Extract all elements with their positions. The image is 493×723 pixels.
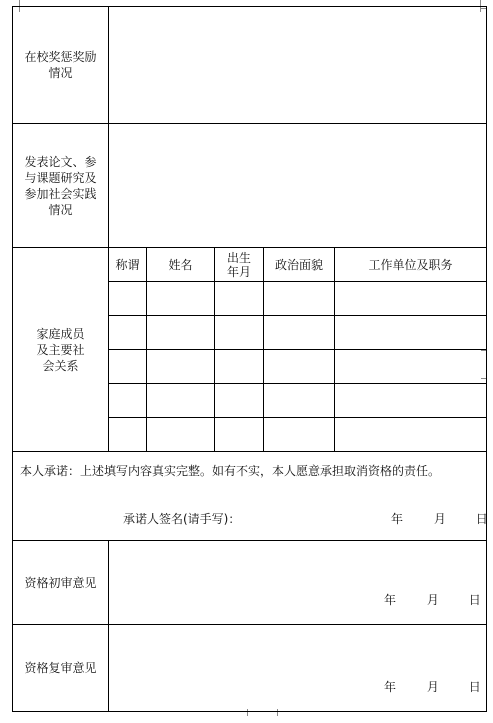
- initial-review-date: [384, 591, 481, 608]
- initial-review-row: [13, 541, 487, 625]
- family-cell[interactable]: [335, 350, 487, 384]
- award-content-cell[interactable]: [109, 7, 487, 124]
- family-cell[interactable]: [147, 282, 215, 316]
- year-label: 年: [384, 593, 397, 607]
- final-review-label: 资格复审意见: [13, 625, 109, 712]
- day-label: 日: [475, 512, 488, 526]
- family-cell[interactable]: [335, 282, 487, 316]
- family-cell[interactable]: [109, 384, 147, 418]
- family-cell[interactable]: [147, 350, 215, 384]
- family-cell[interactable]: [215, 418, 264, 452]
- month-label: 月: [426, 593, 439, 607]
- signature-label: 承诺人签名(请手写)：: [123, 512, 241, 526]
- family-col-name: 姓名: [147, 248, 215, 282]
- family-cell[interactable]: [264, 384, 335, 418]
- publications-label: [13, 124, 109, 248]
- award-row: [13, 7, 487, 124]
- publications-row: [13, 124, 487, 248]
- family-col-birth-text: 出生年月: [226, 250, 251, 279]
- family-col-political: 政治面貌: [264, 248, 335, 282]
- family-cell[interactable]: [109, 316, 147, 350]
- family-cell[interactable]: [335, 316, 487, 350]
- final-review-date: [384, 678, 481, 695]
- year-label: 年: [384, 680, 397, 694]
- final-review-row: [13, 625, 487, 712]
- family-header-row: [13, 248, 487, 282]
- family-col-birth: [215, 248, 264, 282]
- family-cell[interactable]: [264, 282, 335, 316]
- family-cell[interactable]: [215, 316, 264, 350]
- family-cell[interactable]: [264, 350, 335, 384]
- family-label-text: 家庭成员及主要社会关系: [36, 326, 85, 373]
- family-cell[interactable]: [109, 418, 147, 452]
- pledge-row: [13, 452, 487, 541]
- award-label-text: 在校奖惩奖励情况: [24, 50, 97, 80]
- family-cell[interactable]: [147, 418, 215, 452]
- day-label: 日: [468, 593, 481, 607]
- family-cell[interactable]: [215, 350, 264, 384]
- pledge-date: [391, 510, 488, 527]
- family-cell[interactable]: [264, 316, 335, 350]
- month-label: 月: [426, 680, 439, 694]
- family-cell[interactable]: [335, 418, 487, 452]
- family-label: [13, 248, 109, 452]
- family-col-work: 工作单位及职务: [335, 248, 487, 282]
- family-cell[interactable]: [109, 282, 147, 316]
- family-cell[interactable]: [215, 282, 264, 316]
- publications-label-text: 发表论文、参与课题研究及参加社会实践情况: [24, 154, 97, 217]
- year-label: 年: [391, 512, 404, 526]
- final-review-cell[interactable]: [109, 625, 487, 712]
- initial-review-cell[interactable]: [109, 541, 487, 625]
- family-cell[interactable]: [264, 418, 335, 452]
- month-label: 月: [433, 512, 446, 526]
- day-label: 日: [468, 680, 481, 694]
- family-cell[interactable]: [147, 316, 215, 350]
- family-cell[interactable]: [335, 384, 487, 418]
- award-label: [13, 7, 109, 124]
- family-col-title: 称谓: [109, 248, 147, 282]
- family-cell[interactable]: [147, 384, 215, 418]
- pledge-cell: [13, 452, 487, 541]
- application-form-table: [12, 6, 487, 712]
- initial-review-label: 资格初审意见: [13, 541, 109, 625]
- family-cell[interactable]: [215, 384, 264, 418]
- family-cell[interactable]: [109, 350, 147, 384]
- publications-content-cell[interactable]: [109, 124, 487, 248]
- pledge-text: 本人承诺：上述填写内容真实完整。如有不实，本人愿意承担取消资格的责任。: [20, 464, 441, 478]
